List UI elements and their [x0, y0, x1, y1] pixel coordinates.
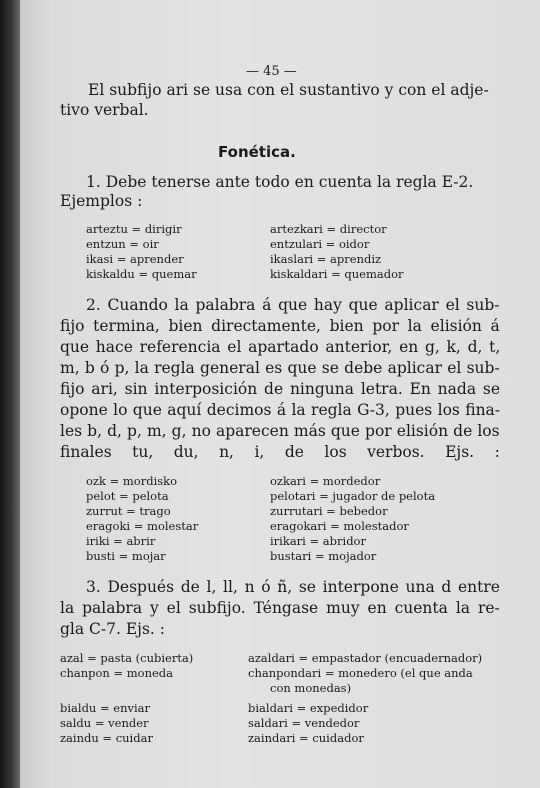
example-right: bialdari = expedidor — [248, 701, 369, 715]
page-number: — 45 — — [246, 64, 297, 79]
paragraph-line: finales tu, du, n, i, de los verbos. Ejs. : — [60, 443, 500, 461]
example-right: saldari = vendedor — [248, 716, 360, 730]
paragraph-line: 2. Cuando la palabra á que hay que aplicar el sub- — [86, 296, 500, 314]
example-left: kiskaldu = quemar — [86, 267, 197, 281]
paragraph-line: gla C-7. Ejs. : — [60, 620, 166, 638]
example-left: entzun = oir — [86, 237, 159, 251]
example-right: entzulari = oidor — [270, 237, 370, 251]
example-left: pelot = pelota — [86, 489, 169, 503]
paragraph-line: que hace referencia el apartado anterior, en g, k, d, t, — [60, 338, 501, 356]
example-left: ozk = mordisko — [86, 474, 178, 488]
example-left: saldu = vender — [60, 716, 149, 730]
example-left: bialdu = enviar — [60, 701, 151, 715]
example-left: azal = pasta (cubierta) — [60, 651, 194, 665]
example-left: chanpon = moneda — [60, 666, 174, 680]
book-gutter-shadow — [0, 0, 20, 788]
example-left: iriki = abrir — [86, 534, 156, 548]
paragraph-line: fijo ari, sin interposición de ninguna letra. En nada se — [60, 380, 501, 398]
book-page — [20, 0, 540, 788]
section-heading: Fonética. — [218, 143, 296, 161]
paragraph-line: la palabra y el subfijo. Téngase muy en cuenta la re- — [60, 599, 500, 617]
example-right: kiskaldari = quemador — [270, 267, 404, 281]
paragraph-line: 1. Debe tenerse ante todo en cuenta la regla E-2. — [86, 173, 474, 191]
example-left: zurrut = trago — [86, 504, 171, 518]
example-right: azaldari = empastador (encuadernador) — [248, 651, 483, 665]
example-right: ozkari = mordedor — [270, 474, 381, 488]
paragraph-line: les b, d, p, m, g, no aparecen más que por elisión de los — [60, 422, 500, 440]
example-right: ikaslari = aprendiz — [270, 252, 382, 266]
example-right: zurrutari = bebedor — [270, 504, 388, 518]
example-left: ikasi = aprender — [86, 252, 184, 266]
paragraph-line: Ejemplos : — [60, 192, 143, 210]
paragraph-line: El subfijo ari se usa con el sustantivo y con el adje- — [88, 81, 489, 99]
example-left: eragoki = molestar — [86, 519, 199, 533]
paragraph-line: tivo verbal. — [60, 101, 149, 119]
example-right: eragokari = molestador — [270, 519, 409, 533]
example-right: pelotari = jugador de pelota — [270, 489, 436, 503]
example-right: bustari = mojador — [270, 549, 377, 563]
example-right: artezkari = director — [270, 222, 387, 236]
example-left: busti = mojar — [86, 549, 166, 563]
paragraph-line: m, b ó p, la regla general es que se debe aplicar el sub- — [60, 359, 500, 377]
example-right: con monedas) — [270, 681, 352, 695]
example-right: irikari = abridor — [270, 534, 366, 548]
example-right: chanpondari = monedero (el que anda — [248, 666, 473, 680]
paragraph-line: 3. Después de l, ll, n ó ñ, se interpone una d entre — [86, 578, 500, 596]
example-left: arteztu = dirigir — [86, 222, 182, 236]
paragraph-line: opone lo que aquí decimos á la regla G-3, pues los fina- — [60, 401, 501, 419]
paragraph-line: fijo termina, bien directamente, bien por la elisión á — [60, 317, 500, 335]
example-right: zaindari = cuidador — [248, 731, 364, 745]
example-left: zaindu = cuidar — [60, 731, 153, 745]
